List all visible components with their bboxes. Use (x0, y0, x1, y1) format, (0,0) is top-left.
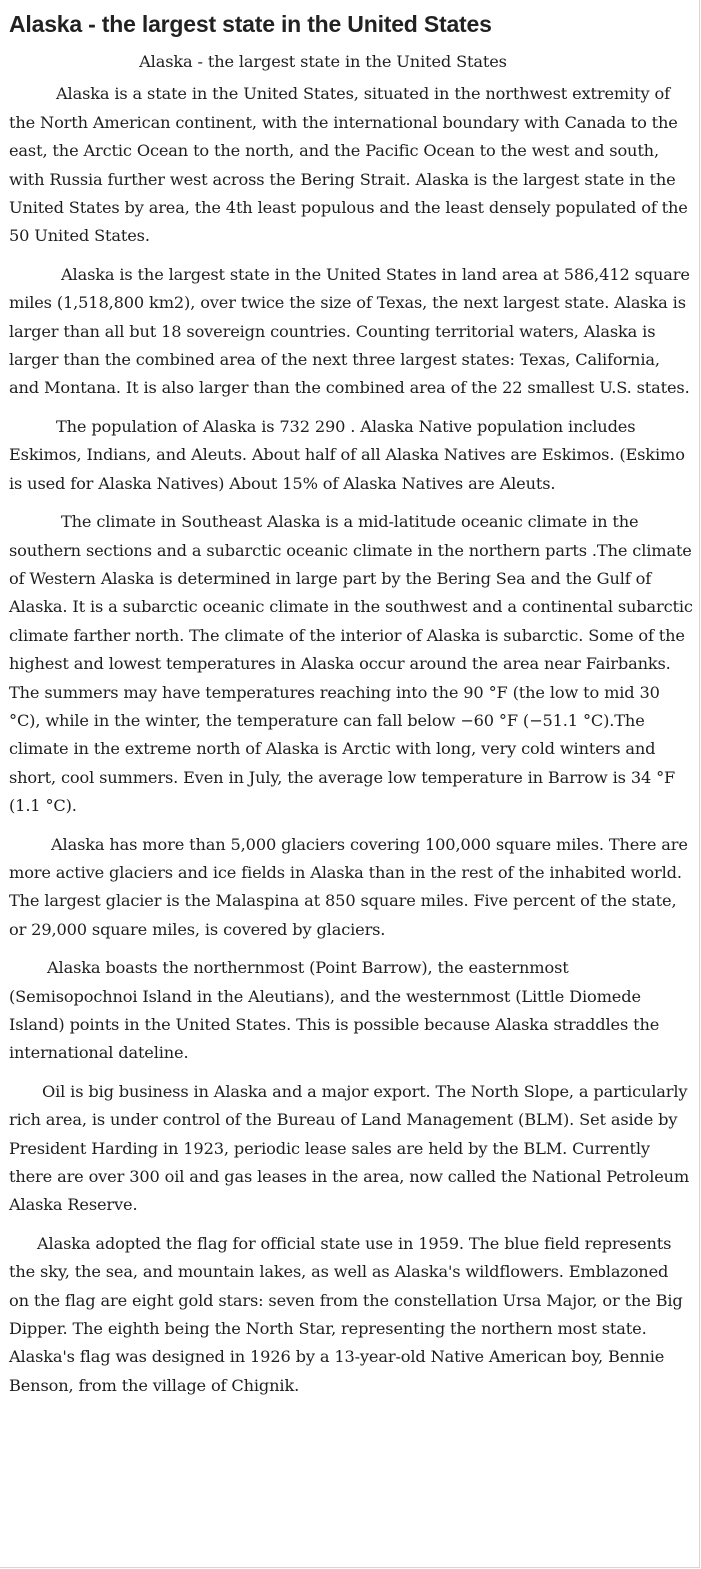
page-title: Alaska - the largest state in the United States (9, 11, 492, 37)
paragraph-extreme-points: Alaska boasts the northernmost (Point Barrow), the easternmost (Semisopochnoi Island in the Aleutians), and the westernmost (Little Diomede Island) points in the United States. This is possible because Alaska straddles the international dateline. (9, 958, 660, 1063)
article-body (9, 48, 693, 1410)
paragraph-area: Alaska is the largest state in the United States in land area at 586,412 square miles (1,518,800 km2), over twice the size of Texas, the next largest state. Alaska is larger than all but 18 sovereign countries. Counting territorial waters, Alaska is larger than the combined area of the next three largest states: Texas, California, and Montana. It is also larger than the combined area of the 22 smallest U.S. states. (9, 264, 690, 398)
paragraph-oil: Oil is big business in Alaska and a major export. The North Slope, a particularly rich area, is under control of the Bureau of Land Management (BLM). Set aside by President Harding in 1923, periodic lease sales are held by the BLM. Currently there are over 300 oil and gas leases in the area, now called the National Petroleum Alaska Reserve. (9, 1081, 690, 1215)
paragraph-glaciers: Alaska has more than 5,000 glaciers covering 100,000 square miles. There are more active glaciers and ice fields in Alaska than in the rest of the inhabited world. The largest glacier is the Malaspina at 850 square miles. Five percent of the state, or 29,000 square miles, is covered by glaciers. (9, 834, 688, 939)
paragraph-flag: Alaska adopted the flag for official state use in 1959. The blue field represents the sky, the sea, and mountain lakes, as well as Alaska's wildflowers. Emblazoned on the flag are eight gold stars: seven from the constellation Ursa Major, or the Big Dipper. The eighth being the North Star, representing the northern most state. Alaska's flag was designed in 1926 by a 13-year-old Native American boy, Bennie Benson, from the village of Chignik. (9, 1233, 683, 1395)
article-heading: Alaska - the largest state in the United States (139, 52, 507, 71)
paragraph-location: Alaska is a state in the United States, situated in the northwest extremity of the North American continent, with the international boundary with Canada to the east, the Arctic Ocean to the north, and the Pacific Ocean to the west and south, with Russia further west across the Bering Strait. Alaska is the largest state in the United States by area, the 4th least populous and the least densely populated of the 50 United States. (9, 84, 688, 246)
paragraph-population: The population of Alaska is 732 290 . Alaska Native population includes Eskimos, Indians, and Aleuts. About half of all Alaska Natives are Eskimos. (Eskimo is used for Alaska Natives) About 15% of Alaska Natives are Aleuts. (9, 416, 685, 493)
paragraph-climate: The climate in Southeast Alaska is a mid-latitude oceanic climate in the southern sections and a subarctic oceanic climate in the northern parts .The climate of Western Alaska is determined in large part by the Bering Sea and the Gulf of Alaska. It is a subarctic oceanic climate in the southwest and a continental subarctic climate farther north. The climate of the interior of Alaska is subarctic. Some of the highest and lowest temperatures in Alaska occur around the area near Fairbanks. The summers may have temperatures reaching into the 90 °F (the low to mid 30 °C), while in the winter, the temperature can fall below −60 °F (−51.1 °C).The climate in the extreme north of Alaska is Arctic with long, very cold winters and short, cool summers. Even in July, the average low temperature in Barrow is 34 °F (1.1 °C). (9, 512, 693, 816)
